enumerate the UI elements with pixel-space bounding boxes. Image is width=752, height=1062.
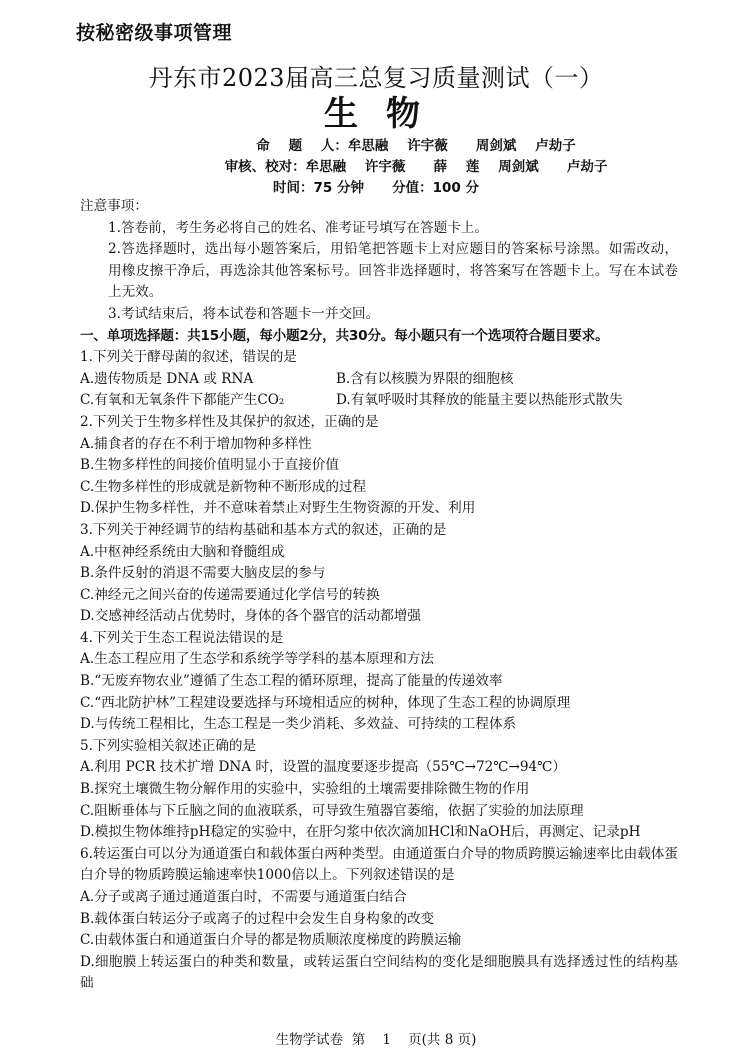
option-row [80,390,678,412]
section-heading: 一、单项选择题：共15小题，每小题2分，共30分。每小题只有一个选项符合题目要求。 [80,327,609,344]
question-stem: 5.下列实验相关叙述正确的是 [80,737,257,754]
security-label: 按秘密级事项管理 [76,22,233,44]
question-stem: 6.转运蛋白可以分为通道蛋白和载体蛋白两种类型。由通道蛋白介导的物质跨膜运输速率比由载体蛋白介导的物质跨膜运输速率快1000倍以上。下列叙述错误的是 [80,845,678,884]
note-item: 1.答卷前，考生务必将自己的姓名、准考证号填写在答题卡上。 [108,219,488,236]
option-d: D.细胞膜上转运蛋白的种类和数量，或转运蛋白空间结构的变化是细胞膜具有选择透过性的结构基础 [80,953,678,992]
option-b: B.载体蛋白转运分子或离子的过程中会发生自身构象的改变 [80,910,435,927]
note-item: 3.考试结束后，将本试卷和答题卡一并交回。 [108,305,380,322]
subject-title: 生物 [324,94,448,134]
option-a: A.中枢神经系统由大脑和脊髓组成 [80,543,285,560]
option-d: D.有氧呼吸时其释放的能量主要以热能形式散失 [336,392,623,409]
option-c: C.由载体蛋白和通道蛋白介导的都是物质顺浓度梯度的跨膜运输 [80,932,462,949]
question-stem: 2.下列关于生物多样性及其保护的叙述，正确的是 [80,413,379,430]
option-row [80,369,678,391]
option-b: B.条件反射的消退不需要大脑皮层的参与 [80,565,326,582]
option-b: B.生物多样性的间接价值明显小于直接价值 [80,457,339,474]
option-a: A.生态工程应用了生态学和系统学等学科的基本原理和方法 [80,651,434,668]
question-stem: 1.下列关于酵母菌的叙述，错误的是 [80,349,297,366]
option-b: B.探究土壤微生物分解作用的实验中，实验组的土壤需要排除微生物的作用 [80,781,530,798]
exam-body [80,196,678,995]
notes-heading: 注意事项： [80,198,148,214]
option-c: C.阻断垂体与下丘脑之间的血液联系，可导致生殖器官萎缩，依据了实验的加法原理 [80,802,584,819]
question-stem: 4.下列关于生态工程说法错误的是 [80,629,284,646]
exam-title: 丹东市2023届高三总复习质量测试（一） [148,64,604,92]
option-b: B.“无废弃物农业”遵循了生态工程的循环原理，提高了能量的传递效率 [80,673,503,690]
option-a: A.捕食者的存在不利于增加物种多样性 [80,435,312,452]
option-c: C.“西北防护林”工程建设要选择与环境相适应的树种，体现了生态工程的协调原理 [80,694,571,711]
authors-line: 命 题 人：牟思融 许宇薇 周剑斌 卢劫子 [256,138,576,154]
option-d: D.保护生物多样性，并不意味着禁止对野生生物资源的开发、利用 [80,500,476,517]
option-c: C.生物多样性的形成就是新物种不断形成的过程 [80,478,367,495]
option-a: A.利用 PCR 技术扩增 DNA 时，设置的温度要逐步提高（55℃→72℃→94℃） [80,759,566,776]
option-c: C.有氧和无氧条件下都能产生CO₂ [80,392,285,409]
option-a: A.遗传物质是 DNA 或 RNA [80,370,254,387]
time-score-line: 时间：75 分钟 分值：100 分 [272,180,480,196]
option-a: A.分子或离子通过通道蛋白时，不需要与通道蛋白结合 [80,889,407,905]
option-b: B.含有以核膜为界限的细胞核 [336,370,514,387]
page-footer: 生物学试卷 第 1 页(共 8 页) [275,1032,477,1048]
option-d: D.模拟生物体维持pH稳定的实验中，在肝匀浆中依次滴加HCl和NaOH后，再测定、记录pH [80,824,641,841]
note-item: 2.答选择题时，选出每小题答案后，用铅笔把答题卡上对应题目的答案标号涂黑。如需改动，用橡皮擦干净后，再选涂其他答案标号。回答非选择题时，将答案写在答题卡上。写在本试卷上无效。 [108,241,678,301]
reviewers-line: 审核、校对：牟思融 许宇薇 薛 莲 周剑斌 卢劫子 [224,159,608,175]
question-stem: 3.下列关于神经调节的结构基础和基本方式的叙述，正确的是 [80,521,447,538]
option-d: D.交感神经活动占优势时，身体的各个器官的活动都增强 [80,608,421,625]
option-d: D.与传统工程相比，生态工程是一类少消耗、多效益、可持续的工程体系 [80,716,517,733]
option-c: C.神经元之间兴奋的传递需要通过化学信号的转换 [80,586,380,603]
